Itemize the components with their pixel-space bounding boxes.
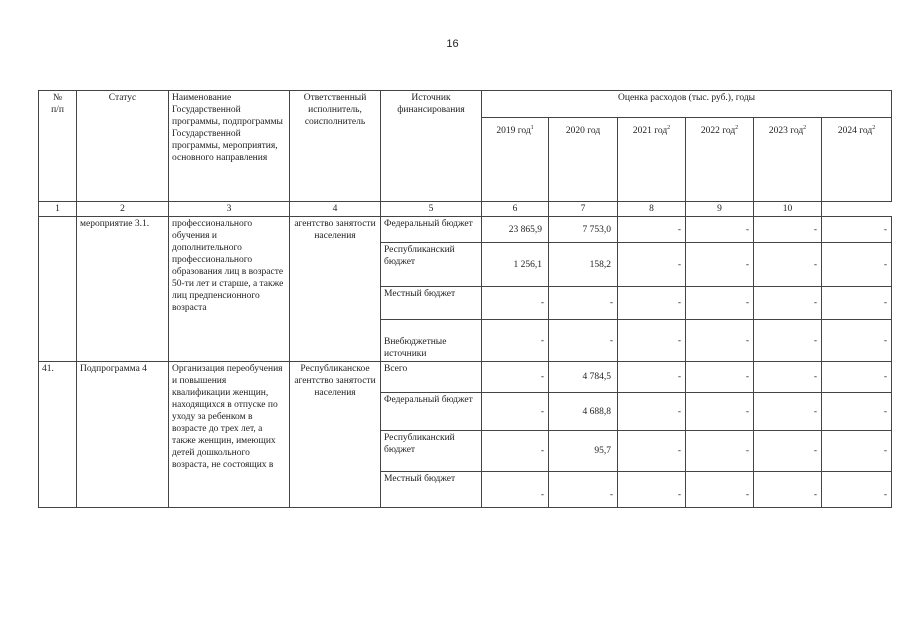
row-source: Всего	[381, 362, 482, 393]
table-row	[39, 217, 892, 243]
value-cell: -	[482, 431, 549, 472]
row-source: Федеральный бюджет	[381, 393, 482, 431]
value-cell: -	[686, 320, 754, 362]
value-cell: -	[754, 472, 822, 508]
value-cell: -	[618, 217, 686, 243]
value-cell: -	[754, 431, 822, 472]
value-cell: -	[754, 287, 822, 320]
row-executor: Республиканское агентство занятости населения	[290, 362, 381, 508]
row-source: Местный бюджет	[381, 287, 482, 320]
value-cell: -	[754, 362, 822, 393]
row-source: Республиканский бюджет	[381, 243, 482, 287]
header-source: Источник финансирования	[381, 91, 482, 202]
value-cell: -	[686, 393, 754, 431]
value-cell: -	[822, 431, 892, 472]
row-no: 41.	[39, 362, 77, 508]
value-cell: -	[822, 243, 892, 287]
header-status: Статус	[77, 91, 169, 202]
value-cell: -	[482, 362, 549, 393]
expenses-table	[38, 90, 892, 508]
year-2020: 2020 год	[549, 118, 618, 202]
page-number: 16	[446, 38, 459, 50]
column-number: 3	[169, 202, 290, 217]
value-cell: -	[822, 472, 892, 508]
column-number: 6	[482, 202, 549, 217]
row-executor: агентство занятости населения	[290, 217, 381, 362]
value-cell: 4 688,8	[549, 393, 618, 431]
column-number: 10	[754, 202, 822, 217]
value-cell: -	[618, 243, 686, 287]
value-cell: -	[482, 287, 549, 320]
value-cell: -	[754, 243, 822, 287]
column-numbers-row	[39, 202, 892, 217]
value-cell: -	[686, 431, 754, 472]
year-2019: 2019 год$^1$	[482, 118, 549, 202]
row-source: Местный бюджет	[381, 472, 482, 508]
value-cell: 7 753,0	[549, 217, 618, 243]
value-cell: -	[686, 472, 754, 508]
value-cell: 158,2	[549, 243, 618, 287]
value-cell: -	[822, 362, 892, 393]
row-no	[39, 217, 77, 362]
value-cell: -	[822, 393, 892, 431]
column-number: 5	[381, 202, 482, 217]
value-cell: 1 256,1	[482, 243, 549, 287]
value-cell: -	[618, 320, 686, 362]
value-cell: -	[618, 287, 686, 320]
value-cell: -	[686, 243, 754, 287]
value-cell: -	[482, 393, 549, 431]
year-2021: 2021 год$^2$	[618, 118, 686, 202]
value-cell: -	[549, 472, 618, 508]
column-number: 2	[77, 202, 169, 217]
row-status: Подпрограмма 4	[77, 362, 169, 508]
table-row	[39, 362, 892, 393]
value-cell: -	[686, 287, 754, 320]
value-cell: -	[618, 472, 686, 508]
row-name: профессионального обучения и дополнительного профессионального образования лиц в возрасте 50-ти лет и старше, а также лиц предпенсионного возраста	[169, 217, 290, 362]
header-row	[39, 91, 892, 118]
value-cell: -	[482, 320, 549, 362]
header-name: Наименование Государственной программы, подпрограммы Государственной программы, мероприятия, основного направления	[169, 91, 290, 202]
value-cell: -	[822, 287, 892, 320]
column-number: 7	[549, 202, 618, 217]
value-cell: 4 784,5	[549, 362, 618, 393]
column-number: 1	[39, 202, 77, 217]
value-cell: 95,7	[549, 431, 618, 472]
row-source: Республиканский бюджет	[381, 431, 482, 472]
column-number: 9	[686, 202, 754, 217]
row-source: Внебюджетные источники	[381, 320, 482, 362]
value-cell: -	[618, 393, 686, 431]
value-cell: -	[754, 320, 822, 362]
value-cell: -	[822, 320, 892, 362]
header-no: № п/п	[39, 91, 77, 202]
value-cell: -	[618, 431, 686, 472]
row-status: мероприятие 3.1.	[77, 217, 169, 362]
value-cell: -	[482, 472, 549, 508]
value-cell: -	[686, 217, 754, 243]
row-name: Организация переобучения и повышения квалификации женщин, находящихся в отпуске по уходу за ребенком в возрасте до трех лет, а также женщин, имеющих детей дошкольного возраста, не состоящих в	[169, 362, 290, 508]
year-2023: 2023 год$^2$	[754, 118, 822, 202]
column-number: 8	[618, 202, 686, 217]
value-cell: -	[754, 393, 822, 431]
year-2024: 2024 год$^2$	[822, 118, 892, 202]
row-source: Федеральный бюджет	[381, 217, 482, 243]
value-cell: -	[754, 217, 822, 243]
value-cell: 23 865,9	[482, 217, 549, 243]
value-cell: -	[686, 362, 754, 393]
value-cell: -	[549, 287, 618, 320]
column-number: 4	[290, 202, 381, 217]
header-costs: Оценка расходов (тыс. руб.), годы	[482, 91, 892, 118]
value-cell: -	[822, 217, 892, 243]
value-cell: -	[618, 362, 686, 393]
header-executor: Ответственный исполнитель, соисполнитель	[290, 91, 381, 202]
year-2022: 2022 год$^2$	[686, 118, 754, 202]
value-cell: -	[549, 320, 618, 362]
